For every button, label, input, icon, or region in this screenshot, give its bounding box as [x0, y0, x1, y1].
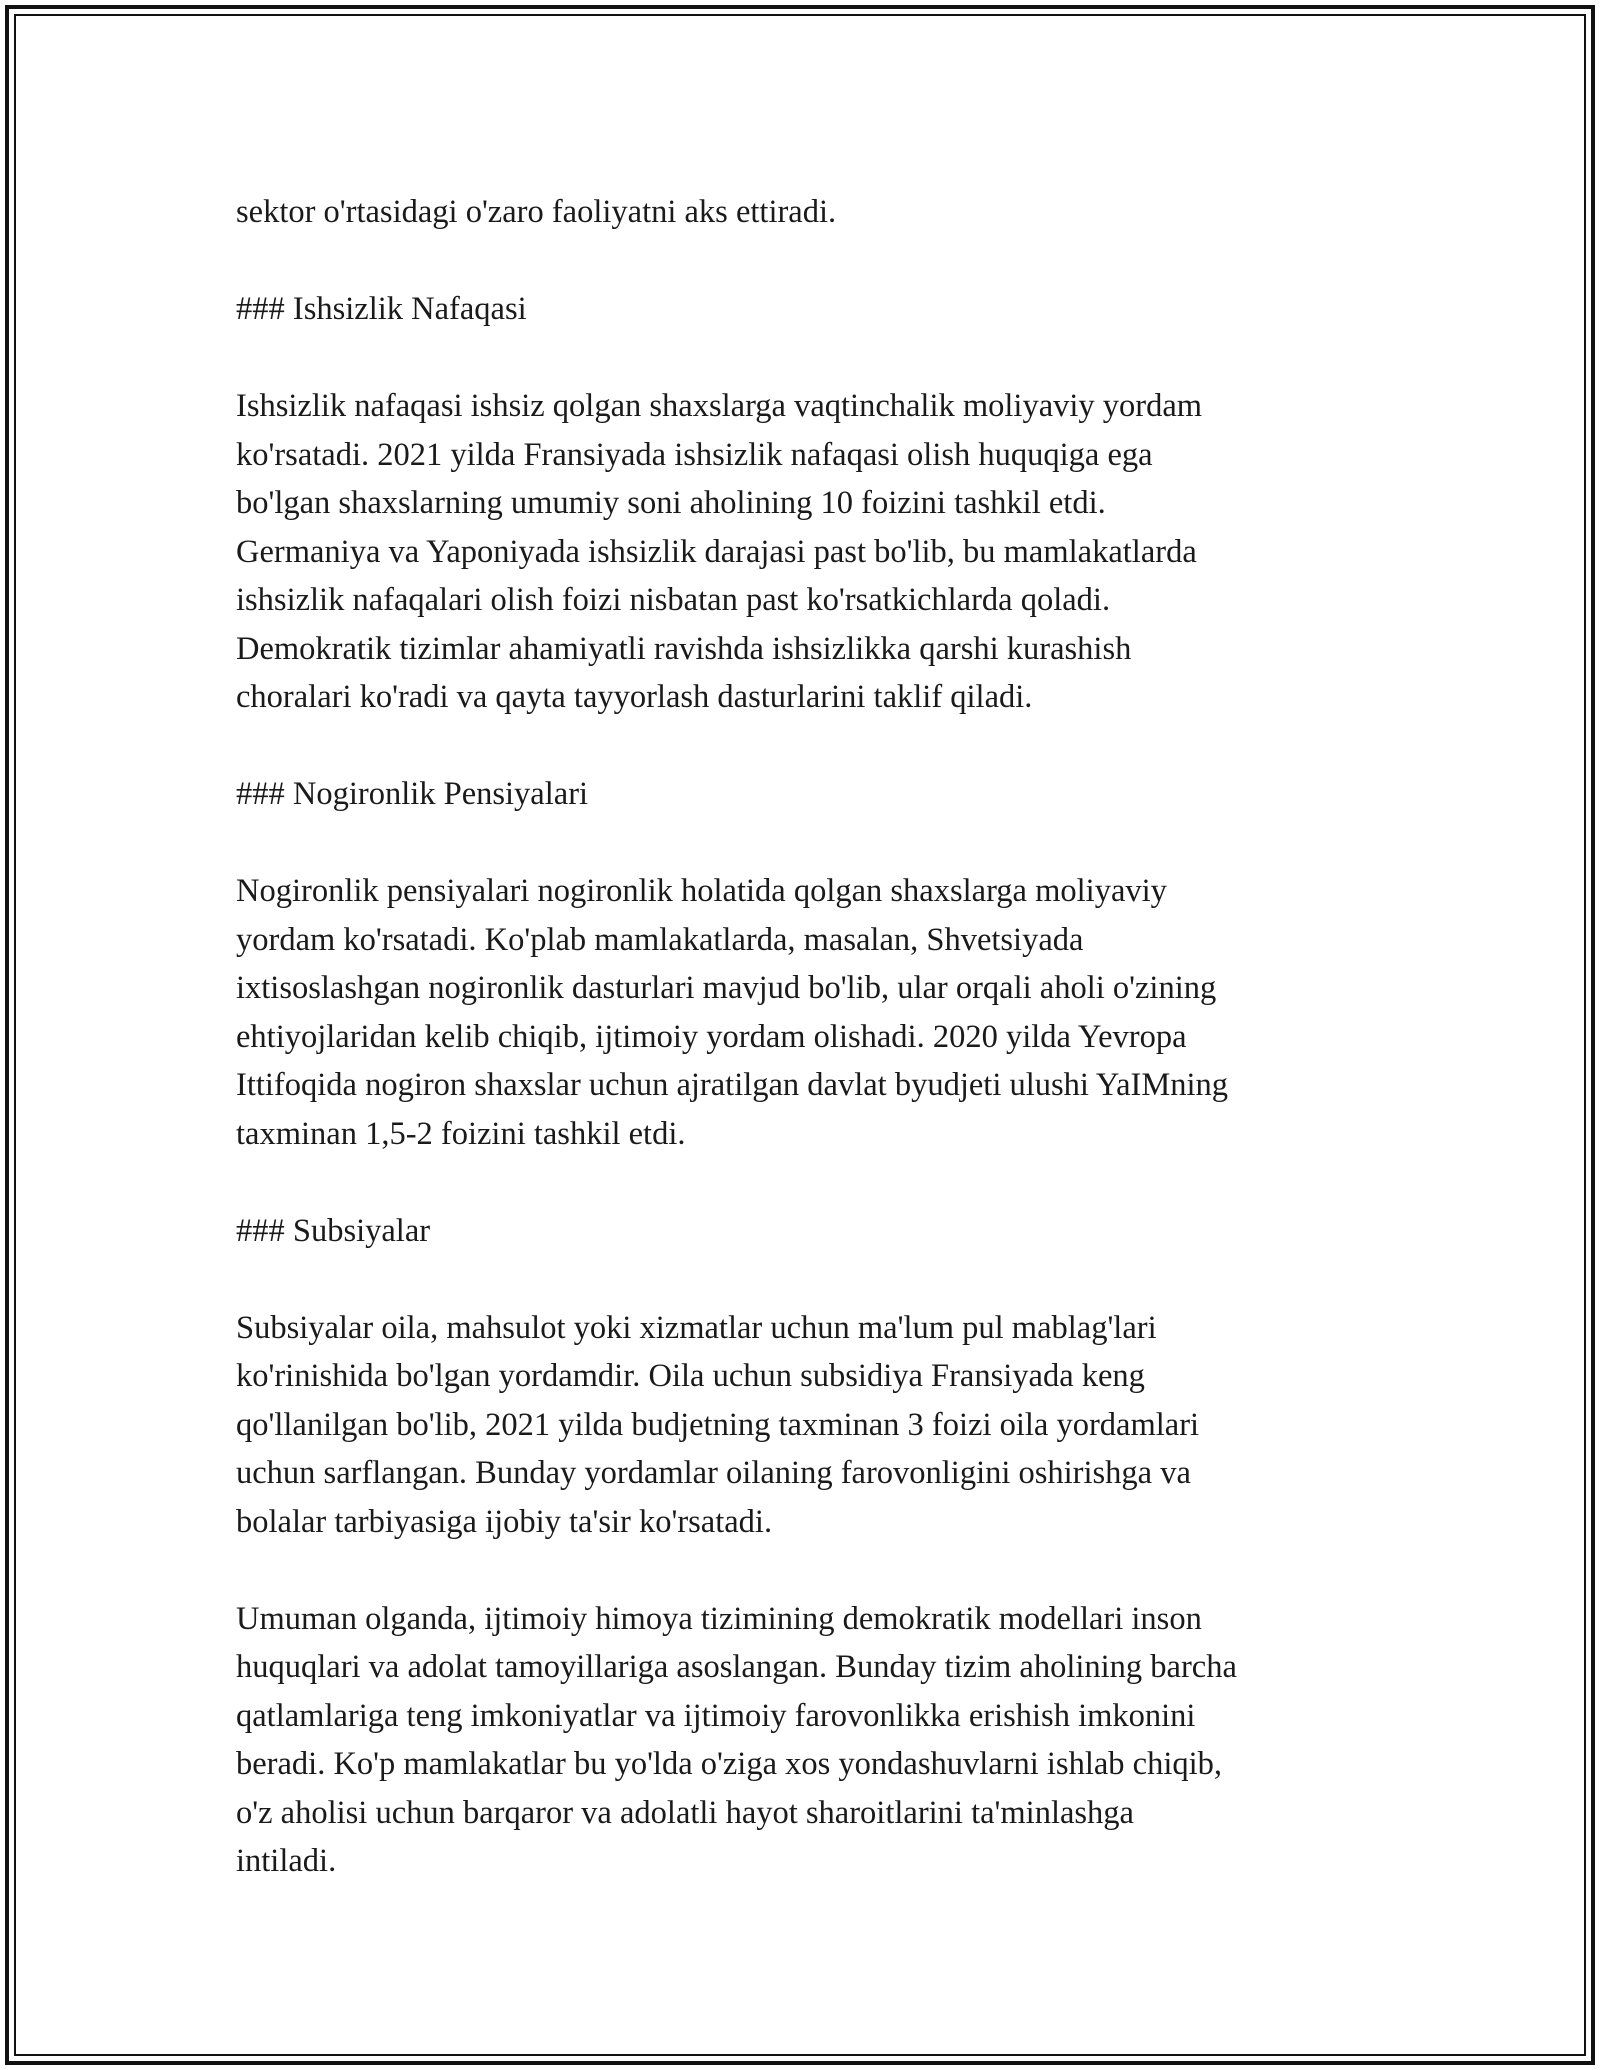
text-line: bolalar tarbiyasiga ijobiy ta'sir ko'rsatadi. — [236, 1503, 773, 1540]
paragraph-nogironlik — [236, 867, 1376, 1158]
text-line: ishsizlik nafaqalari olish foizi nisbatan past ko'rsatkichlarda qoladi. — [236, 582, 1111, 618]
text-line: bo'lgan shaxslarning umumiy soni aholining 10 foizini tashkil etdi. — [236, 485, 1106, 521]
text-line: o'z aholisi uchun barqaror va adolatli hayot sharoitlarini ta'minlashga — [236, 1794, 1134, 1831]
paragraph-conclusion — [236, 1595, 1376, 1886]
text-line: Umuman olganda, ijtimoiy himoya tizimining demokratik modellari inson — [236, 1600, 1202, 1637]
text-line: beradi. Ko'p mamlakatlar bu yo'lda o'ziga xos yondashuvlarni ishlab chiqib, — [236, 1746, 1223, 1782]
text-line: ixtisoslashgan nogironlik dasturlari mavjud bo'lib, ular orqali aholi o'zining — [236, 970, 1217, 1006]
paragraph-ishsizlik — [236, 382, 1376, 722]
text-line: Ittifoqida nogiron shaxslar uchun ajratilgan davlat byudjeti ulushi YaIMning — [236, 1067, 1228, 1103]
text-line: ehtiyojlaridan kelib chiqib, ijtimoiy yordam olishadi. 2020 yilda Yevropa — [236, 1018, 1187, 1055]
heading-subsiyalar — [236, 1207, 1376, 1256]
text-line: choralari ko'radi va qayta tayyorlash dasturlarini taklif qiladi. — [236, 679, 1033, 715]
text-line: Nogironlik pensiyalari nogironlik holatida qolgan shaxslarga moliyaviy — [236, 873, 1167, 909]
heading-text: ### Ishsizlik Nafaqasi — [236, 291, 527, 327]
text-line: Subsiyalar oila, mahsulot yoki xizmatlar uchun ma'lum pul mablag'lari — [236, 1309, 1157, 1346]
text-line: ko'rinishida bo'lgan yordamdir. Oila uchun subsidiya Fransiyada keng — [236, 1358, 1145, 1394]
paragraph-subsiyalar — [236, 1304, 1376, 1547]
text-line: taxminan 1,5-2 foizini tashkil etdi. — [236, 1115, 686, 1152]
text-line: ko'rsatadi. 2021 yilda Fransiyada ishsizlik nafaqasi olish huquqiga ega — [236, 436, 1153, 473]
text-line: huquqlari va adolat tamoyillariga asoslangan. Bunday tizim aholining barcha — [236, 1649, 1237, 1685]
heading-nogironlik-pensiyalari — [236, 770, 1376, 819]
text-line: Ishsizlik nafaqasi ishsiz qolgan shaxslarga vaqtinchalik moliyaviy yordam — [236, 388, 1203, 424]
paragraph-intro-continuation — [236, 188, 1376, 237]
document-body — [236, 188, 1376, 1886]
text-line: Demokratik tizimlar ahamiyatli ravishda ishsizlikka qarshi kurashish — [236, 630, 1132, 667]
text-line: Germaniya va Yaponiyada ishsizlik darajasi past bo'lib, bu mamlakatlarda — [236, 533, 1197, 570]
heading-ishsizlik-nafaqasi — [236, 285, 1376, 334]
text-line: yordam ko'rsatadi. Ko'plab mamlakatlarda, masalan, Shvetsiyada — [236, 921, 1084, 958]
text-line: qo'llanilgan bo'lib, 2021 yilda budjetning taxminan 3 foizi oila yordamlari — [236, 1406, 1200, 1443]
text-line: intiladi. — [236, 1843, 337, 1879]
text-line: qatlamlariga teng imkoniyatlar va ijtimoiy farovonlikka erishish imkonini — [236, 1697, 1196, 1734]
text-line: uchun sarflangan. Bunday yordamlar oilaning farovonligini oshirishga va — [236, 1455, 1191, 1491]
text-line: sektor o'rtasidagi o'zaro faoliyatni aks ettiradi. — [236, 194, 837, 230]
heading-text: ### Nogironlik Pensiyalari — [236, 776, 589, 812]
heading-text: ### Subsiyalar — [236, 1212, 431, 1249]
